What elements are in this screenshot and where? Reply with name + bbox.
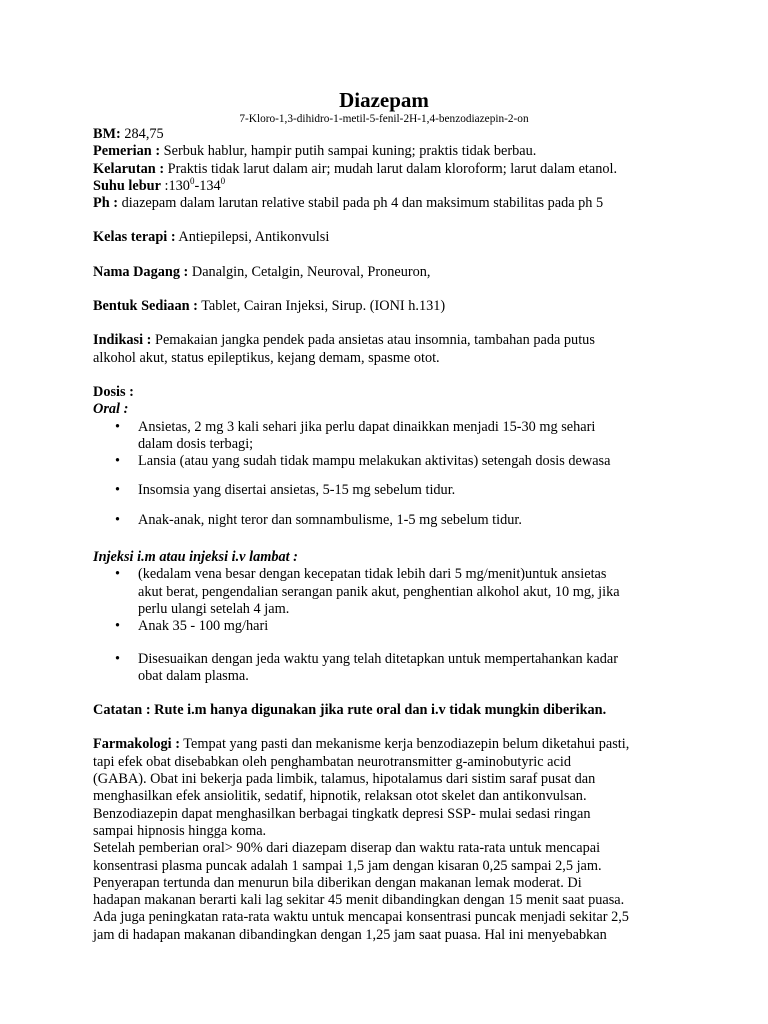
list-item: • Disesuaikan dengan jeda waktu yang telah ditetapkan untuk mempertahankan kadar obat dalam plasma. [115,650,618,684]
list-item: • Lansia (atau yang sudah tidak mampu melakukan aktivitas) setengah dosis dewasa [115,453,611,470]
degree-mark: 0 [220,176,226,187]
ph-value: diazepam dalam larutan relative stabil pada ph 4 dan maksimum stabilitas pada ph 5 [118,195,604,212]
suhu-label: Suhu lebur [93,177,161,194]
pemerian-value: Serbuk hablur, hampir putih sampai kuning; praktis tidak berbau. [160,143,537,160]
bentuk-sediaan-label: Bentuk Sediaan : [93,298,198,315]
bm-line [93,126,693,143]
injeksi-heading: Injeksi i.m atau injeksi i.v lambat : [93,549,298,566]
bentuk-sediaan-value: Tablet, Cairan Injeksi, Sirup. (IONI h.131) [197,298,446,315]
catatan-note: Catatan : Rute i.m hanya digunakan jika rute oral dan i.v tidak mungkin diberikan. [93,702,607,719]
suhu-line [93,178,693,195]
bullet-icon: • [115,453,121,470]
pemerian-line [93,143,693,160]
kelas-terapi-label: Kelas terapi : [93,229,176,246]
nama-dagang-label: Nama Dagang : [93,263,189,280]
suhu-value-b: -134 [194,177,221,194]
kelarutan-line [93,161,693,178]
nama-dagang-line [93,264,693,281]
indikasi-label: Indikasi : [93,332,152,349]
bullet-icon: • [115,650,121,667]
kelas-terapi-line [93,229,693,246]
list-item: • Insomsia yang disertai ansietas, 5-15 mg sebelum tidur. [115,482,456,499]
chemical-name: 7-Kloro-1,3-dihidro-1-metil-5-fenil-2H-1,4-benzodiazepin-2-on [239,113,529,125]
farmakologi-label: Farmakologi : [93,736,180,753]
kelarutan-label: Kelarutan : [93,160,165,177]
bm-value: 284,75 [120,126,164,142]
indikasi-line [93,332,693,349]
oral-dose-list [93,419,693,529]
ph-label: Ph : [93,195,119,212]
nama-dagang-value: Danalgin, Cetalgin, Neuroval, Proneuron, [188,263,431,280]
ph-line [93,195,693,212]
suhu-value-a: :130 [160,177,190,194]
bm-label: BM: [93,126,121,142]
list-item: • (kedalam vena besar dengan kecepatan tidak lebih dari 5 mg/menit)untuk ansietas akut berat, pengendalian serangan panik akut, penghentian alkohol akut, 10 mg, jika perlu ulangi setelah 4 jam. [115,566,620,617]
oral-heading: Oral : [93,401,129,418]
indikasi-line-2: alkohol akut, status epileptikus, kejang demam, spasme otot. [93,349,440,366]
bullet-icon: • [115,618,121,635]
kelas-terapi-value: Antiepilepsi, Antikonvulsi [175,229,330,246]
document-title: Diazepam [339,88,429,112]
bentuk-sediaan-line [93,298,693,315]
bullet-icon: • [115,566,121,583]
kelarutan-value: Praktis tidak larut dalam air; mudah larut dalam kloroform; larut dalam etanol. [164,160,618,177]
list-item: • Ansietas, 2 mg 3 kali sehari jika perlu dapat dinaikkan menjadi 15-30 mg sehari dalam dosis terbagi; [115,418,596,452]
farmakologi-section: Farmakologi : Tempat yang pasti dan mekanisme kerja benzodiazepin belum diketahui pasti, tapi efek obat disebabkan oleh penghambatan neurotransmitter g-aminobutyric acid (GABA). Obat ini bekerja pada limbik, talamus, hipotalamus dari sistim saraf pusat dan menghasilkan efek ansiolitik, sedatif, hipnotik, relaksan otot skelet dan antikonvulsan. Benzodiazepin dapat menghasilkan berbagai tingkatk depresi SSP- mulai sedasi ringan sampai hipnosis hingga koma. Setelah pemberian oral> 90% dari diazepam diserap dan waktu rata-rata untuk mencapai konsentrasi plasma puncak adalah 1 sampai 1,5 jam dengan kisaran 0,25 sampai 2,5 jam. Penyerapan tertunda dan menurun bila diberikan dengan makanan lemak moderat. Di hadapan makanan berarti kali lag sekitar 45 menit dibandingkan dengan 15 menit saat puasa. Ada juga peningkatan rata-rata waktu untuk mencapai konsentrasi puncak menjadi sekitar 2,5 jam di hadapan makanan dibandingkan dengan 1,25 jam saat puasa. Hal ini menyebabkan [93,736,630,943]
injeksi-dose-list [93,566,693,685]
document-body [93,126,693,944]
list-item: • Anak 35 - 100 mg/hari [115,618,269,635]
dosis-heading: Dosis : [93,383,134,400]
degree-mark: 0 [189,176,195,187]
list-item: • Anak-anak, night teror dan somnambulisme, 1-5 mg sebelum tidur. [115,511,522,528]
bullet-icon: • [115,511,121,528]
bullet-icon: • [115,482,121,499]
indikasi-text: Pemakaian jangka pendek pada ansietas atau insomnia, tambahan pada putus [151,332,595,349]
pemerian-label: Pemerian : [93,143,161,160]
bullet-icon: • [115,418,121,435]
